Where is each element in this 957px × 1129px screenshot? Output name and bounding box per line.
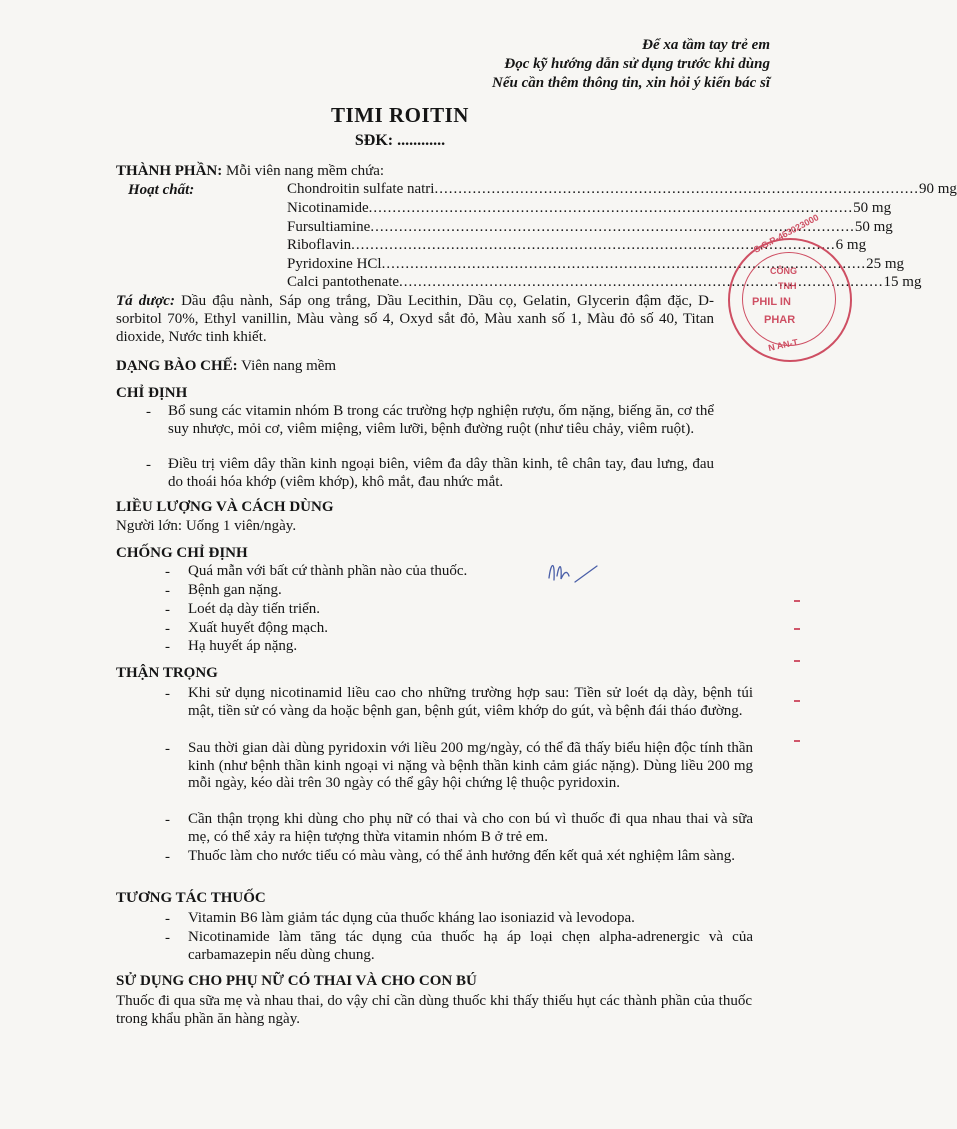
- dosage-heading: LIỀU LƯỢNG VÀ CÁCH DÙNG: [116, 499, 334, 515]
- bullet-dash: -: [165, 583, 170, 599]
- composition-line: [116, 163, 636, 181]
- dosage-value: Người lớn: Uống 1 viên/ngày.: [116, 518, 297, 534]
- edge-mark: [794, 740, 800, 742]
- ingredient-name: Riboflavin: [287, 237, 352, 253]
- contraindication-item: Quá mẫn với bất cứ thành phần nào của thuốc.: [188, 563, 468, 579]
- signature-mark: [545, 552, 605, 592]
- pregnancy-heading: SỬ DỤNG CHO PHỤ NỮ CÓ THAI VÀ CHO CON BÚ: [116, 973, 477, 989]
- contraindications-heading: CHỐNG CHỈ ĐỊNH: [116, 545, 248, 561]
- ingredient-name: Nicotinamide: [287, 200, 369, 216]
- precautions-heading: THẬN TRỌNG: [116, 665, 218, 681]
- ingredient-row: [287, 237, 867, 254]
- stamp-ring-text: S.G.P-463023000: [752, 212, 821, 255]
- ingredient-row: [287, 219, 893, 236]
- ingredient-name: Chondroitin sulfate natri: [287, 181, 435, 197]
- indications-heading: CHỈ ĐỊNH: [116, 385, 188, 401]
- bullet-dash: -: [165, 564, 170, 580]
- dosage-form-value: Viên nang mềm: [241, 358, 337, 374]
- ingredient-row: [287, 181, 957, 198]
- ingredient-amount: 90 mg: [918, 181, 957, 197]
- interaction-item: Vitamin B6 làm giảm tác dụng của thuốc kháng lao isoniazid và levodopa.: [188, 910, 635, 926]
- edge-mark: [794, 660, 800, 662]
- warning-line: Nếu cần thêm thông tin, xin hỏi ý kiến bác sĩ: [492, 75, 770, 91]
- warning-block: [492, 36, 770, 93]
- indication-item: Bổ sung các vitamin nhóm B trong các trường hợp nghiện rượu, ốm nặng, biếng ăn, cơ thể suy nhược, mỏi cơ, viêm miệng, viêm lưỡi, bệnh đường ruột (như tiêu chảy, viêm ruột).: [168, 403, 714, 437]
- precaution-item: Sau thời gian dài dùng pyridoxin với liều 200 mg/ngày, có thể đã thấy biểu hiện độc tính thần kinh (như bệnh thần kinh ngoại vi nặng và bệnh thần kinh cảm giác nặng). Dùng liều 200 mg mỗi ngày, kéo dài trên 30 ngày có thể gây hội chứng lệ thuộc pyridoxin.: [188, 740, 753, 792]
- contraindication-item: Loét dạ dày tiến triển.: [188, 601, 321, 617]
- bullet-dash: -: [165, 741, 170, 757]
- ingredient-amount: 6 mg: [835, 237, 867, 253]
- stamp-ring-text: N AN-T: [767, 336, 799, 354]
- product-title: TIMI ROITIN: [331, 103, 469, 127]
- bullet-dash: -: [165, 849, 170, 865]
- ingredient-name: Fursultiamine: [287, 219, 371, 235]
- ingredient-amount: 25 mg: [866, 256, 905, 272]
- excipient-label: Tá dược:: [116, 293, 175, 309]
- contraindication-item: Bệnh gan nặng.: [188, 582, 282, 598]
- ingredient-name: Calci pantothenate: [287, 274, 400, 290]
- edge-mark: [794, 700, 800, 702]
- registration-number: SĐK: ............: [354, 132, 446, 149]
- bullet-dash: -: [146, 457, 151, 473]
- ingredient-name: Pyridoxine HCl: [287, 256, 382, 272]
- stamp-text: CÔNG: [770, 266, 797, 276]
- precaution-item: Thuốc làm cho nước tiểu có màu vàng, có thể ảnh hưởng đến kết quả xét nghiệm lâm sàng.: [188, 848, 735, 864]
- stamp-text: PHIL IN: [752, 296, 791, 308]
- bullet-dash: -: [165, 602, 170, 618]
- ingredient-amount: 50 mg: [853, 200, 892, 216]
- bullet-dash: -: [165, 639, 170, 655]
- dosage-form-line: [116, 358, 336, 376]
- bullet-dash: -: [165, 812, 170, 828]
- bullet-dash: -: [165, 686, 170, 702]
- composition-heading: THÀNH PHẦN:: [116, 163, 223, 179]
- indication-item: Điều trị viêm dây thần kinh ngoại biên, viêm đa dây thần kinh, tê chân tay, đau lưng, đau do thoái hóa khớp (viêm khớp), khô mắt, đau nhức mắt.: [168, 456, 714, 490]
- contraindication-item: Xuất huyết động mạch.: [188, 620, 328, 636]
- interaction-item: Nicotinamide làm tăng tác dụng của thuốc hạ áp loại chẹn alpha-adrenergic và của carbamazepin nếu dùng chung.: [188, 929, 753, 963]
- composition-intro: Mỗi viên nang mềm chứa:: [226, 163, 385, 179]
- stamp-text: TNH: [778, 281, 797, 291]
- precaution-item: Khi sử dụng nicotinamid liều cao cho những trường hợp sau: Tiền sử loét dạ dày, bệnh túi mật, tiền sử có vàng da hoặc bệnh gan, bệnh gút, viêm khớp do gút, và bệnh đái tháo đường.: [188, 685, 753, 719]
- edge-mark: [794, 600, 800, 602]
- bullet-dash: -: [165, 911, 170, 927]
- ingredient-amount: 50 mg: [854, 219, 893, 235]
- pregnancy-value: Thuốc đi qua sữa mẹ và nhau thai, do vậy chỉ cần dùng thuốc khi thấy thiếu hụt các thành phần của thuốc trong khẩu phần ăn hàng ngày.: [116, 993, 752, 1027]
- edge-mark: [794, 628, 800, 630]
- excipient-list: Dầu đậu nành, Sáp ong trắng, Dầu Lecithin, Dầu cọ, Gelatin, Glycerin đậm đặc, D-sorbitol 70%, Ethyl vanillin, Màu vàng số 4, Oxyd sắt đỏ, Màu xanh số 1, Màu đỏ số 40, Titan dioxide, Nước tinh khiết.: [116, 293, 715, 345]
- excipients-paragraph: [116, 292, 714, 346]
- contraindication-item: Hạ huyết áp nặng.: [188, 638, 298, 654]
- bullet-dash: -: [146, 404, 151, 420]
- warning-line: Đọc kỹ hướng dẫn sử dụng trước khi dùng: [504, 56, 770, 72]
- bullet-dash: -: [165, 930, 170, 946]
- dosage-form-heading: DẠNG BÀO CHẾ:: [116, 358, 238, 374]
- ingredient-amount: 15 mg: [883, 274, 922, 290]
- interactions-heading: TƯƠNG TÁC THUỐC: [116, 890, 266, 906]
- ingredient-row: [287, 200, 892, 217]
- stamp-text: PHAR: [764, 314, 796, 326]
- bullet-dash: -: [165, 621, 170, 637]
- precaution-item: Cần thận trọng khi dùng cho phụ nữ có thai và cho con bú vì thuốc đi qua nhau thai và sữa mẹ, có thể xảy ra hiện tượng thừa vitamin nhóm B ở trẻ em.: [188, 811, 753, 845]
- warning-line: Để xa tầm tay trẻ em: [642, 37, 770, 53]
- active-label: Hoạt chất:: [128, 182, 195, 198]
